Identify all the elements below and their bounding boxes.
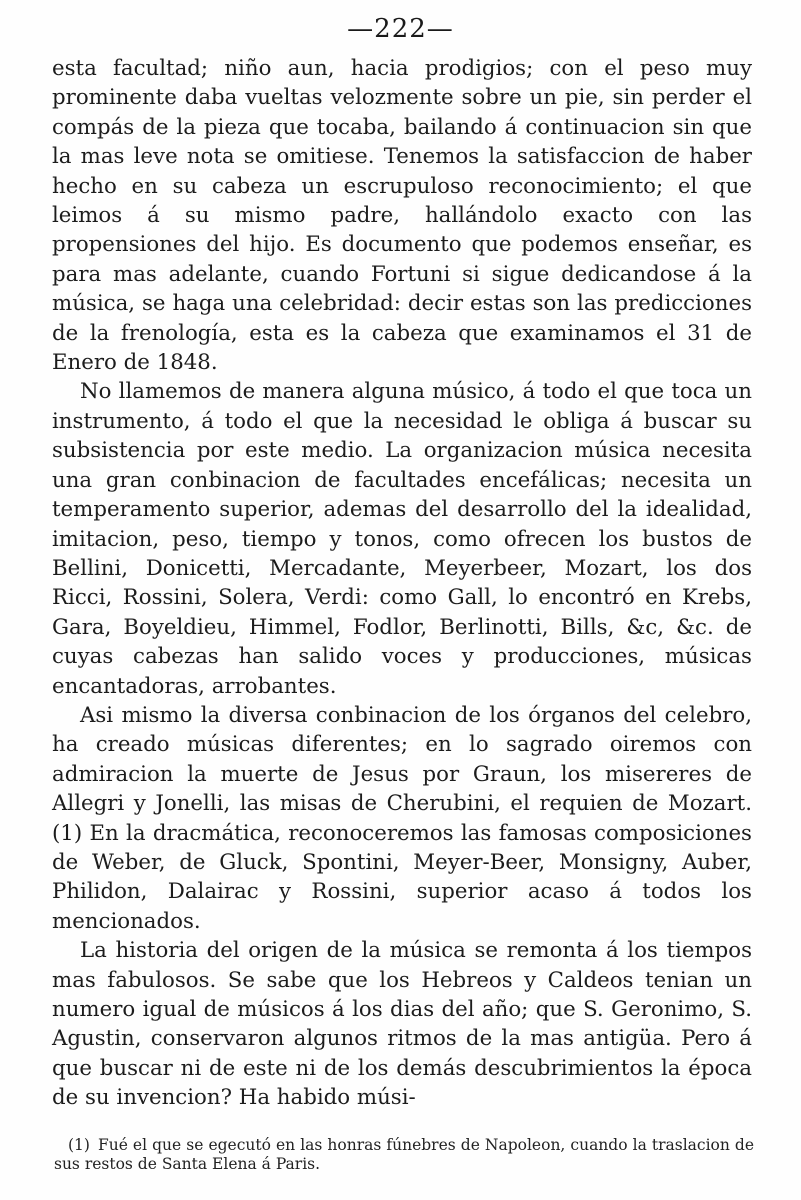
paragraph-4: La historia del origen de la música se remonta á los tiempos mas fabulosos. Se sabe que los Hebreos y Caldeos tenian un numero igual de músicos á los dias del año; que S. Geronimo, S. Agustin, conservaron algunos ritmos de la mas antigüa. Pero á que buscar ni de este ni de los demás descubrimientos la época de su invencion? Ha habido músi- [52,938,752,1111]
page-number: —222— [347,14,454,44]
footnote-mark: (1) [68,1136,90,1154]
paragraph-3: Asi mismo la diversa conbinacion de los órganos del celebro, ha creado músicas diferentes; en lo sagrado oiremos con admiracion la muerte de Jesus por Graun, los misereres de Allegri y Jonelli, las misas de Cherubini, el requien de Mozart. (1) En la dracmática, reconoceremos las famosas composiciones de Weber, de Gluck, Spontini, Meyer-Beer, Monsigny, Auber, Philidon, Dalairac y Rossini, superior acaso á todos los mencionados. [52,702,752,934]
paragraph-1: esta facultad; niño aun, hacia prodigios; con el peso muy prominente daba vueltas velozmente sobre un pie, sin perder el compás de la pieza que tocaba, bailando á continuacion sin que la mas leve nota se omitiese. Tenemos la satisfaccion de haber hecho en su cabeza un escrupuloso reconocimiento; el que leimos á su mismo padre, hallándolo exacto con las propensiones del hijo. Es documento que podemos enseñar, es para mas adelante, cuando Fortuni si sigue dedicandose á la música, se haga una celebridad: decir estas son las predicciones de la frenología, esta es la cabeza que examinamos el 31 de Enero de 1848. [52,56,752,376]
footnote-text: Fué el que se egecutó en las honras fúnebres de Napoleon, cuando la traslacion de sus restos de Santa Elena á Paris. [54,1136,754,1173]
main-text [52,54,752,1113]
footnote [54,1136,754,1174]
paragraph-2: No llamemos de manera alguna músico, á todo el que toca un instrumento, á todo el que la necesidad le obliga á buscar su subsistencia por este medio. La organizacion música necesita una gran conbinacion de facultades encefálicas; necesita un temperamento superior, ademas del desarrollo del la idealidad, imitacion, peso, tiempo y tonos, como ofrecen los bustos de Bellini, Donicetti, Mercadante, Meyerbeer, Mozart, los dos Ricci, Rossini, Solera, Verdi: como Gall, lo encontró en Krebs, Gara, Boyeldieu, Himmel, Fodlor, Berlinotti, Bills, &c, &c. de cuyas cabezas han salido voces y producciones, músicas encantadoras, arrobantes. [52,379,752,699]
